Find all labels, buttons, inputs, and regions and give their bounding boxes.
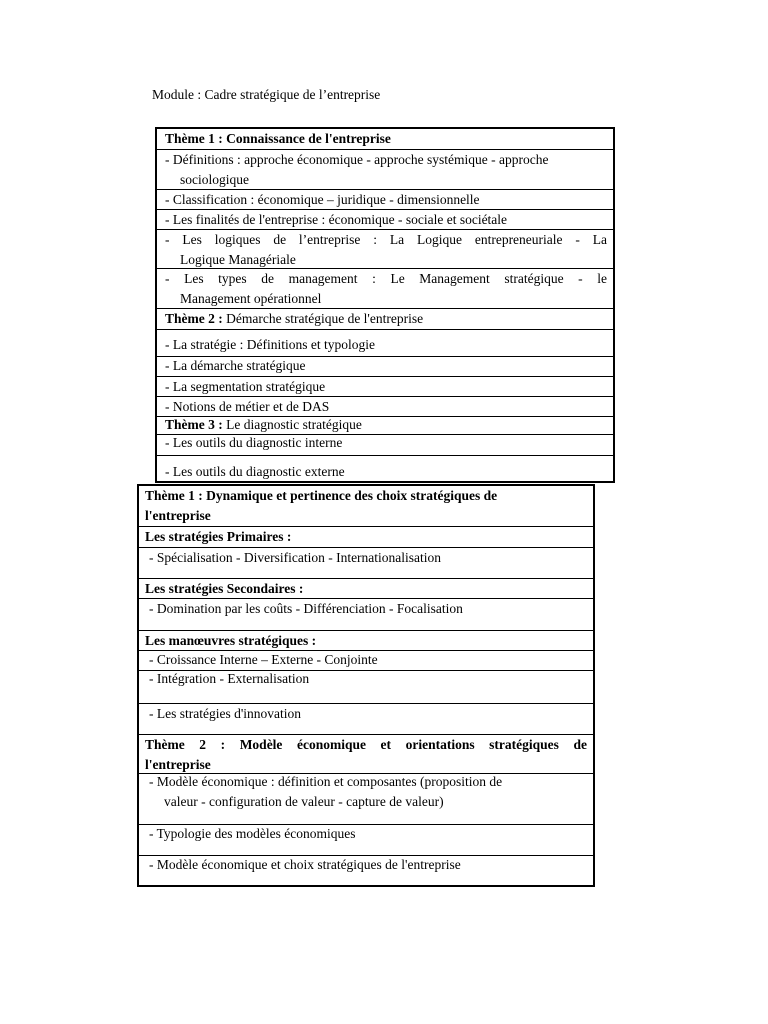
list-item: - Les outils du diagnostic interne	[165, 435, 343, 450]
theme-row	[157, 416, 613, 434]
section-heading: Les stratégies Secondaires :	[145, 581, 304, 596]
table-row	[139, 547, 593, 578]
theme-row	[157, 129, 613, 149]
table-row	[139, 855, 593, 885]
list-item: - Classification : économique – juridique - dimensionnelle	[165, 192, 480, 207]
list-item: - Définitions : approche économique - approche systémique - approche sociologique	[165, 152, 549, 187]
table-row	[139, 703, 593, 734]
theme-heading: Thème 2 : Modèle économique et orientations stratégiques de l'entreprise	[145, 737, 587, 772]
section-row	[139, 578, 593, 598]
theme-row	[139, 486, 593, 526]
list-item: - Les finalités de l'entreprise : économique - sociale et sociétale	[165, 212, 508, 227]
table-row	[157, 376, 613, 396]
table-row	[157, 268, 613, 308]
program-table-1	[155, 127, 615, 483]
table-row	[139, 598, 593, 630]
table-row	[139, 670, 593, 703]
table-row	[157, 189, 613, 209]
table-row	[139, 650, 593, 670]
section-heading: Les stratégies Primaires :	[145, 529, 292, 544]
list-item: - Les stratégies d'innovation	[149, 706, 302, 721]
table-row	[157, 209, 613, 229]
list-item: - Domination par les coûts - Différenciation - Focalisation	[149, 601, 463, 616]
table-row	[157, 149, 613, 189]
section-row	[139, 526, 593, 547]
theme-row	[139, 734, 593, 773]
list-item: - Spécialisation - Diversification - Internationalisation	[149, 550, 442, 565]
theme-heading: Thème 3 : Le diagnostic stratégique	[165, 417, 362, 432]
table-row	[157, 356, 613, 376]
theme-heading: Thème 1 : Dynamique et pertinence des choix stratégiques de l'entreprise	[145, 488, 498, 523]
table-row	[157, 396, 613, 416]
table-row	[157, 329, 613, 356]
theme-heading: Thème 1 : Connaissance de l'entreprise	[165, 131, 391, 146]
program-table-2	[137, 484, 595, 887]
theme-row	[157, 308, 613, 329]
list-item: - Les types de management : Le Management stratégique - le Management opérationnel	[165, 271, 607, 306]
theme-heading: Thème 2 : Démarche stratégique de l'entreprise	[165, 311, 424, 326]
list-item: - Les outils du diagnostic externe	[165, 464, 345, 479]
section-row	[139, 630, 593, 650]
list-item: - Croissance Interne – Externe - Conjointe	[149, 652, 378, 667]
list-item: - Les logiques de l’entreprise : La Logique entrepreneuriale - La Logique Managériale	[165, 232, 607, 267]
list-item: - Notions de métier et de DAS	[165, 399, 330, 414]
list-item: - La démarche stratégique	[165, 358, 306, 373]
list-item: - Typologie des modèles économiques	[149, 826, 356, 841]
module-title: Module : Cadre stratégique de l’entreprise	[152, 87, 381, 102]
table-row	[139, 773, 593, 824]
list-item: - La segmentation stratégique	[165, 379, 326, 394]
list-item: - Modèle économique et choix stratégiques de l'entreprise	[149, 857, 461, 872]
list-item: - La stratégie : Définitions et typologie	[165, 337, 375, 352]
table-row	[139, 824, 593, 855]
table-row	[157, 455, 613, 481]
list-item: - Intégration - Externalisation	[149, 671, 310, 686]
table-row	[157, 434, 613, 455]
section-heading: Les manœuvres stratégiques :	[145, 633, 317, 648]
table-row	[157, 229, 613, 268]
list-item: - Modèle économique : définition et composantes (proposition de valeur - configuration de valeur - capture de valeur)	[149, 774, 503, 809]
